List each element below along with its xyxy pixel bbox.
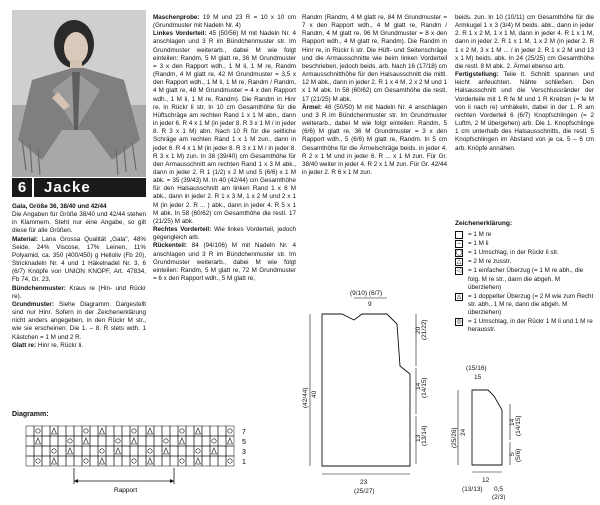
dim-sleeve-height-base: 24: [460, 428, 467, 436]
body-outline: [322, 314, 410, 466]
chart-cell: [98, 436, 106, 446]
rapport-arrow-left-icon: [74, 479, 78, 483]
chart-cell: [90, 446, 98, 456]
chart-cell: [66, 426, 74, 436]
chart-cell: [26, 446, 34, 456]
chart-cell: [98, 446, 106, 456]
material-heading: Material:: [12, 235, 38, 243]
body-schematic: [302, 284, 452, 500]
diagram-label: Diagramm:: [12, 411, 49, 418]
yarn-over-mark: [84, 429, 88, 433]
chart-cell: [82, 446, 90, 456]
chart-cell: [178, 456, 186, 466]
lv-text: 45 (50/56) M mit Nadeln Nr. 4 anschlagen und 3 R im Bündchenmuster str. Im Grundmuster weiterarb., dabei M wie folgt einteilen: Randm, 5 M glatt re, 36 M Grundmuster = 3 x den Rapport wdh., 1 M li, 1 M re, Randm (Randm, 4 M glatt re, 42 M Grundmuster = 3,5 x den Rapport wdh., 1 M li, 1 M re, Randm / Randm, 4 M glatt re, 48 M Grundmuster = 4 x den Rapport wdh., 1 M li, 1 M re, Randm). Die Randm in Hinr re, in Rückr li str. In 10 cm Gesamthöhe für die Hüftschräge am rechten Rand 1 x 1 M abn., dann in jeder 6. R 4 x 1 M (in jeder 8. R 3 x 1 M / in jeder 8. R 3 x 1 M) abn. Nach 10 R für die seitliche Schräge am rechten Rand 1 x 1 M zun., dann in jeder 6. R 4 x 1 M (in jeder 8. R 3 x 1 M / in jeder 8. R 3 x 1 M) zun. In 38 (39/40) cm Gesamthöhe für den Armausschnitt am rechten Rand 1 x 3 M abk., dann in jeder 2. R 1 (1/2) x 2 M und 5 (6/6) x 1 M abk. = 35 (39/43) M. In 40 (42/44) cm Gesamthöhe für den Halsausschnitt am linken Rand 1 x 6 M abk., dann in jeder 2. R 1 x 3 M, 1 x 2 M und 2 x 1 M (in jeder 2. R ... ) abk., dann in jeder 4. R 5 x 1 M abk. In 58 (60/62) cm Gesamthöhe die restl. 17 (21/25) M abk.: [153, 30, 296, 225]
yarn-over-mark: [36, 429, 40, 433]
probe-text: 19 M und 23 R = 10 x 10 cm (Grundmuster mit Nadeln Nr. 4): [153, 14, 296, 30]
decrease-mark: [148, 428, 153, 434]
dim-sleeve-bottom: 12: [482, 477, 490, 484]
decrease-mark: [52, 458, 57, 464]
dim-side: (14/15): [421, 377, 428, 398]
chart-cell: [186, 446, 194, 456]
legend-item: [455, 240, 595, 248]
glatt-text: Hinr re, Rückr li.: [36, 341, 84, 349]
rv-text: Wie linkes Vorderteil, jedoch gegengleich arb.: [153, 226, 296, 242]
chart-row-number: 5: [242, 439, 246, 446]
arm-continued: beids. zun. In 10 (10/11) cm Gesamthöhe für die Armkugel 1 x 3 (3/4) M beids. abk., dann in jeder 2. R 1 x 2 M, 1 x 1 M, dann in jeder 4. R 1 x 1 M, dann in jeder 2. R 1 x 1 M, 1 x 2 M (in jeder 2. R 1 x 2 M, 3 x 1 M ... / in jeder 2. R 1 x 2 M und 13 x 1 M) beids. abk. In 24 (25/25) cm Gesamthöhe die restl. 8 M abk. 2. Ärmel ebenso arb.: [455, 14, 594, 70]
decrease-mark: [68, 448, 73, 454]
yarn-over-mark: [228, 429, 232, 433]
stitch-chart: [14, 424, 254, 496]
chart-cell: [122, 446, 130, 456]
chart-cell: [218, 426, 226, 436]
legend-item: [455, 318, 595, 334]
bund-heading: Bündchenmuster:: [12, 284, 66, 292]
column-1: [12, 203, 146, 350]
decrease-mark: [148, 458, 153, 464]
chart-cell: [42, 446, 50, 456]
chart-cell: [146, 446, 154, 456]
chart-cell: [138, 446, 146, 456]
chart-cell: [106, 446, 114, 456]
chart-cell: [82, 456, 90, 466]
chart-cell: [106, 436, 114, 446]
chart-cell: [114, 426, 122, 436]
chart-cell: [218, 446, 226, 456]
dim-sleeve-top-base: 15: [474, 374, 482, 381]
decrease-mark: [100, 458, 105, 464]
column-4: [455, 14, 594, 153]
material-text: Lana Grossa Qualität „Gala", 48% Seide, 24% Viscose, 17% Leinen, 11% Polyamid, ca. 350 (400/450) g Helloliv (Fb 20), Stricknadeln Nr. 4 und 1 Häkelnadel Nr. 3, 6 (6/7) Knöpfe von UNION KNOPF, Art. 47834, Fb 74, Gr. 23.: [12, 235, 146, 284]
dim-armhole: (21/22): [421, 319, 428, 340]
chart-cell: [186, 426, 194, 436]
dim-sleeve-low-base: 5: [509, 452, 516, 456]
dim-sleeve-low: (5/6): [515, 448, 522, 462]
fert-heading: Fertigstellung:: [455, 71, 499, 79]
chart-cell: [226, 446, 234, 456]
fert-text: Teile lt. Schnitt spannen und leicht anfeuchten. Nähte schließen. Den Halsausschnitt und die Verschlussränder der Vorderteile mit 1 R fe M und 1 R Krebsm (= fe M von li nach re) umhäkeln, dabei in der 1. R am rechten Vorderteil 6 (6/7) Knopfschlingen (= 2 Luftm, 2 M übergehen) arb. Die 1. Knopfschlinge 1 cm unterhalb des Halsausschnitts, die restl. 5 Knopfschlingen im Abstand von je ca. 5 – 6 cm arb. Knöpfe annähen.: [455, 71, 594, 152]
chart-cell: [154, 456, 162, 466]
chart-cell: [130, 456, 138, 466]
legend-text: = 1 M re: [468, 231, 492, 239]
chart-cell: [34, 426, 42, 436]
yarn-over-mark: [116, 439, 120, 443]
decrease-mark: [180, 438, 185, 444]
chart-row-number: 3: [242, 449, 246, 456]
chart-cell: [210, 456, 218, 466]
decrease-mark: [84, 438, 89, 444]
pattern-number: 6: [12, 178, 34, 197]
sleeve-schematic: [448, 360, 598, 500]
dim-bottom: 23: [360, 479, 368, 486]
chart-cell: [218, 436, 226, 446]
chart-cell: [58, 426, 66, 436]
decrease-mark: [52, 428, 57, 434]
arm-heading: Ärmel:: [302, 103, 322, 111]
knit-symbol-icon: [455, 231, 463, 239]
chart-cell: [114, 436, 122, 446]
chart-cell: [138, 426, 146, 436]
yarn-over-mark: [100, 449, 104, 453]
legend-text: = 1 M li: [468, 240, 489, 248]
yarn-over-mark: [212, 439, 216, 443]
chart-cell: [66, 436, 74, 446]
yarn-over-icon: ◯: [455, 250, 463, 257]
chart-cell: [58, 436, 66, 446]
legend-item: [455, 231, 595, 239]
yarn-over-mark: [36, 459, 40, 463]
chart-cell: [218, 456, 226, 466]
chart-cell: [162, 456, 170, 466]
grund-text: Siehe Diagramm. Dargestellt sind nur Hinr. Sofern in der Zeichenerklärung nicht anders angegeben, in den Rückr M str., wie sie erscheinen. Die 1. – 8. R stets wdh. 1 Kästchen = 1 M und 2 R.: [12, 300, 146, 341]
chart-cell: [162, 426, 170, 436]
yarn-over-mark: [132, 459, 136, 463]
yarn-over-mark: [180, 429, 184, 433]
chart-cell: [170, 426, 178, 436]
chart-cell: [146, 436, 154, 446]
chart-cell: [34, 446, 42, 456]
chart-cell: [162, 436, 170, 446]
rv-heading: Rechtes Vorderteil:: [153, 226, 212, 234]
chart-cell: [194, 436, 202, 446]
chart-cell: [66, 456, 74, 466]
chart-cell: [34, 456, 42, 466]
column-3: [302, 14, 447, 177]
yarn-over-mark: [164, 439, 168, 443]
decrease-mark: [164, 448, 169, 454]
chart-cell: [138, 436, 146, 446]
rapport-arrow-right-icon: [170, 479, 174, 483]
size-heading: Gala, Größe 36, 38/40 und 42/44: [12, 203, 107, 210]
chart-cell: [106, 426, 114, 436]
pattern-title-bar: [12, 178, 146, 197]
lv-heading: Linkes Vorderteil:: [153, 30, 207, 38]
glatt-heading: Glatt re:: [12, 341, 37, 349]
grund-heading: Grundmuster:: [12, 300, 54, 308]
dim-sleeve-side: (14/15): [515, 415, 522, 436]
rapport-label: Rapport: [114, 487, 138, 494]
chart-cell: [58, 456, 66, 466]
legend-text: = 1 einfacher Überzug (= 1 M re abh., die folg. M re str., dann die abgeh. M überziehen): [468, 267, 584, 291]
chart-cell: [58, 446, 66, 456]
chart-cell: [74, 446, 82, 456]
dim-top-base: 9: [368, 301, 372, 308]
dim-total-base: 40: [311, 390, 318, 398]
dim-sleeve-height: (25/26): [451, 427, 458, 448]
chart-cell: [154, 446, 162, 456]
legend-item: [455, 249, 595, 257]
decrease-mark: [132, 438, 137, 444]
chart-cell: [178, 426, 186, 436]
chart-cell: [178, 446, 186, 456]
chart-cell: [122, 436, 130, 446]
yarn-over-mark: [196, 449, 200, 453]
single-decrease-icon: ◁: [456, 268, 462, 275]
chart-cell: [186, 456, 194, 466]
chart-row-number: 7: [242, 429, 246, 436]
dim-sleeve-top: (15/16): [466, 365, 487, 372]
chart-cell: [90, 456, 98, 466]
dim-sleeve-bottom-sizes: (13/13): [462, 486, 483, 493]
chart-cell: [170, 446, 178, 456]
legend-item: [455, 258, 595, 266]
decrease-mark: [212, 448, 217, 454]
chart-cell: [82, 426, 90, 436]
legend: [455, 220, 595, 335]
sleeve-outline: [472, 390, 502, 465]
chart-cell: [154, 436, 162, 446]
yarn-over-mark: [228, 459, 232, 463]
yarn-over-mark: [84, 459, 88, 463]
chart-cell: [202, 456, 210, 466]
chart-cell: [74, 456, 82, 466]
chart-cell: [170, 456, 178, 466]
pattern-name: Jacke: [44, 179, 91, 196]
double-decrease-icon: ◬: [456, 293, 462, 300]
column-2: [153, 14, 296, 283]
yarn-over-mark: [68, 439, 72, 443]
size-note: Die Angaben für Größe 38/40 und 42/44 stehen in Klammern. Steht nur eine Angabe, so gilt diese für alle Größen.: [12, 211, 146, 235]
decrease-mark: [196, 458, 201, 464]
ruck-heading: Rückenteil:: [153, 242, 187, 250]
chart-cell: [186, 436, 194, 446]
legend-item: [455, 293, 595, 317]
chart-cell: [74, 436, 82, 446]
chart-cell: [42, 456, 50, 466]
chart-cell: [74, 426, 82, 436]
chart-cell: [42, 436, 50, 446]
chart-cell: [194, 446, 202, 456]
legend-text: = 1 Umschlag, in der Rückr 1 M li und 1 M re herausstr.: [468, 318, 593, 334]
dim-total: (42/44): [302, 387, 309, 408]
double-yarn-over-icon: ◎: [456, 319, 462, 326]
legend-text: = 2 M re zusstr.: [468, 258, 512, 266]
chart-cell: [154, 426, 162, 436]
dim-armhole-base: 20: [415, 326, 422, 334]
chart-cell: [90, 426, 98, 436]
decrease-mark: [228, 438, 233, 444]
legend-title: Zeichenerklärung:: [455, 220, 513, 227]
dim-top: (9/10) (6/7): [350, 290, 383, 297]
dim-bottom-sizes: (25/27): [354, 488, 375, 495]
decrease-mark: [116, 448, 121, 454]
legend-text: = 1 doppelter Überzug (= 2 M wie zum Recht str. abh., 1 M re, dann die abgeh. M überziehen): [468, 292, 594, 316]
chart-cell: [90, 436, 98, 446]
k2tog-icon: △: [456, 259, 462, 266]
chart-cell: [26, 436, 34, 446]
ruck-text: 84 (94/106) M mit Nadeln Nr. 4 anschlagen und 3 R im Bündchenmuster str. Im Grundmuster weiterarb., dabei M wie folgt einteilen: Randm, 5 M glatt re, 72 M Grundmuster = 6 x den Rapport wdh., 5 M glatt re,: [153, 242, 296, 282]
chart-cell: [114, 456, 122, 466]
chart-row-number: 1: [242, 459, 246, 466]
decrease-mark: [196, 428, 201, 434]
model-photo-illustration: [12, 10, 146, 177]
yarn-over-mark: [180, 459, 184, 463]
chart-cell: [130, 446, 138, 456]
chart-cell: [42, 426, 50, 436]
chart-cell: [122, 426, 130, 436]
chart-cell: [210, 426, 218, 436]
chart-cell: [122, 456, 130, 466]
dim-hips-base: 13: [415, 434, 422, 442]
dim-sleeve-side-base: 14: [509, 418, 516, 426]
chart-grid: [26, 426, 234, 466]
chart-cell: [138, 456, 146, 466]
chart-cell: [50, 436, 58, 446]
chart-cell: [226, 426, 234, 436]
chart-cell: [226, 456, 234, 466]
chart-cell: [26, 426, 34, 436]
dim-sleeve-bottom-small-sizes: (2/3): [492, 494, 506, 500]
chart-cell: [106, 456, 114, 466]
chart-cell: [26, 456, 34, 466]
yarn-over-mark: [52, 449, 56, 453]
chart-cell: [130, 426, 138, 436]
chart-cell: [202, 426, 210, 436]
purl-symbol-icon: –: [455, 240, 463, 248]
decrease-mark: [100, 428, 105, 434]
arm-text: 48 (50/50) M mit Nadeln Nr. 4 anschlagen und 3 R im Bündchenmuster str. Im Grundmuster weiterarb., dabei M wie folgt einteilen: Randm, 5 (6/6) M glatt re, 36 M Grundmuster = 3 x den Rapport wdh., 5 (6/6) M glatt re, Randm. In 5 cm Gesamthöhe für die Ärmelschräge beids. in jeder 4. R 2 x 1 M und in jeder 6. R ... x 1 M zun. Für Gr. 38/40 weiter in jeder 4. R 2 x 1 M zun. Für Gr. 42/44 in jeder 2. R 6 x 1 M zun.: [302, 103, 447, 176]
dim-hips: (13/14): [421, 425, 428, 446]
decrease-mark: [36, 438, 41, 444]
probe-heading: Maschenprobe:: [153, 14, 200, 21]
legend-item: [455, 267, 595, 291]
legend-text: = 1 Umschlag, in der Rückr li str.: [468, 249, 559, 257]
ruck-continued: Randm (Randm, 4 M glatt re, 84 M Grundmuster = 7 x den Rapport wdh., 4 M glatt re, Randm / Randm, 4 M glatt re, 96 M Grundmuster = 8 x den Rapport wdh., 4 M glatt re, Randm). Die Randm in Hinr re, in Rückr li str. Die Hüft- und Seitenschräge und die Armausschnitte wie beim linken Vorderteil beschrieben, jedoch beids. arb. Nach 16 (17/18) cm Armausschnitthöhe für den Halsausschnitt die mittl. 12 M abk., dann in jeder 2. R 1 x 4 M, 2 x 2 M und 1 x 1 M abk. In 58 (60/62) cm Gesamthöhe die restl. 17 (21/25) M abk.: [302, 14, 447, 103]
chart-cell: [202, 436, 210, 446]
chart-cell: [202, 446, 210, 456]
chart-cell: [210, 436, 218, 446]
chart-cell: [170, 436, 178, 446]
model-photo: [12, 10, 146, 177]
bund-text: Kraus re (Hin- und Rückr re).: [12, 284, 146, 300]
yarn-over-mark: [132, 429, 136, 433]
chart-cell: [50, 446, 58, 456]
dim-sleeve-bottom-small: 0,5: [494, 486, 504, 493]
dim-side-base: 14: [415, 382, 422, 390]
yarn-over-mark: [148, 449, 152, 453]
